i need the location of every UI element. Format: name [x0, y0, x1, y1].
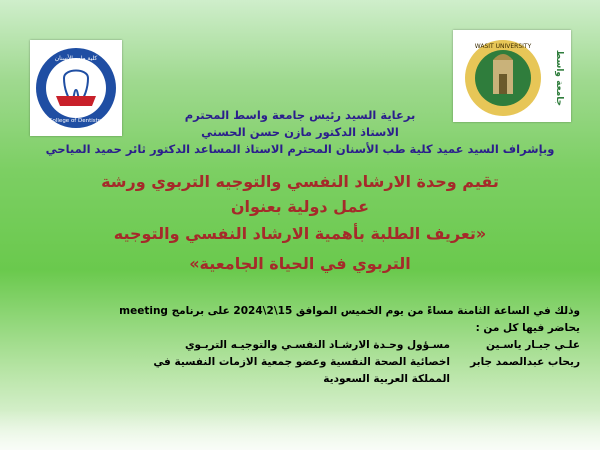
lecturers-intro-text: يحاضر فيها كل من :: [475, 322, 580, 334]
time-line-text: وذلك في الساعة الثامنة مساءً من يوم الخميس الموافق 15\2\2024 على برنامج meeting: [119, 305, 580, 317]
lecturer-2-role: اخصائية الصحة النفسية وعضو جمعية الازمات النفسية في: [153, 356, 450, 368]
lecturer-row-1: [20, 339, 580, 353]
patronage-line-3: وبإشراف السيد عميد كلية طب الأسنان المحترم الاستاذ المساعد الدكتور ثائر حميد المياحي: [45, 142, 555, 156]
lecturer-1-name: علـي جبـار ياسـين: [486, 339, 580, 351]
patronage-line-1: برعاية السيد رئيس جامعة واسط المحترم: [184, 108, 416, 122]
lecturer-2-role-continued: المملكة العربية السعودية: [323, 373, 450, 385]
logo-left-text-bottom: College of Dentistry: [48, 118, 104, 124]
title-line-3: «تعريف الطلبة بأهمية الارشاد النفسي والتوجيه: [113, 224, 487, 243]
lecturers-intro: [20, 322, 580, 336]
lecturer-1-role: مسـؤول وحـدة الارشـاد النفسـي والتوجيـه التربـوي: [184, 339, 450, 351]
title-line-1: تقيم وحدة الارشاد النفسي والتوجيه التربوي ورشة: [101, 172, 499, 191]
title-line-2: عمل دولية بعنوان: [230, 197, 370, 216]
details-block: [20, 305, 580, 415]
logo-left-text-top: كلية طب الأسنان: [54, 55, 98, 62]
patronage-line-2: الاستاذ الدكتور مازن حسن الحسني: [201, 125, 399, 139]
lecturer-2-name: ريحاب عبدالصمد جابر: [470, 356, 580, 368]
lecturer-row-2: [20, 356, 580, 370]
bottom-fade: [0, 410, 600, 450]
lecturer-2-role-continued-row: [20, 373, 580, 387]
title-line-4: التربوي في الحياة الجامعية»: [189, 254, 411, 273]
logo-right-text-side: جامعة واسط: [554, 49, 564, 107]
logo-right-text-arc: WASIT UNIVERSITY: [474, 43, 532, 50]
time-line: [20, 305, 580, 319]
